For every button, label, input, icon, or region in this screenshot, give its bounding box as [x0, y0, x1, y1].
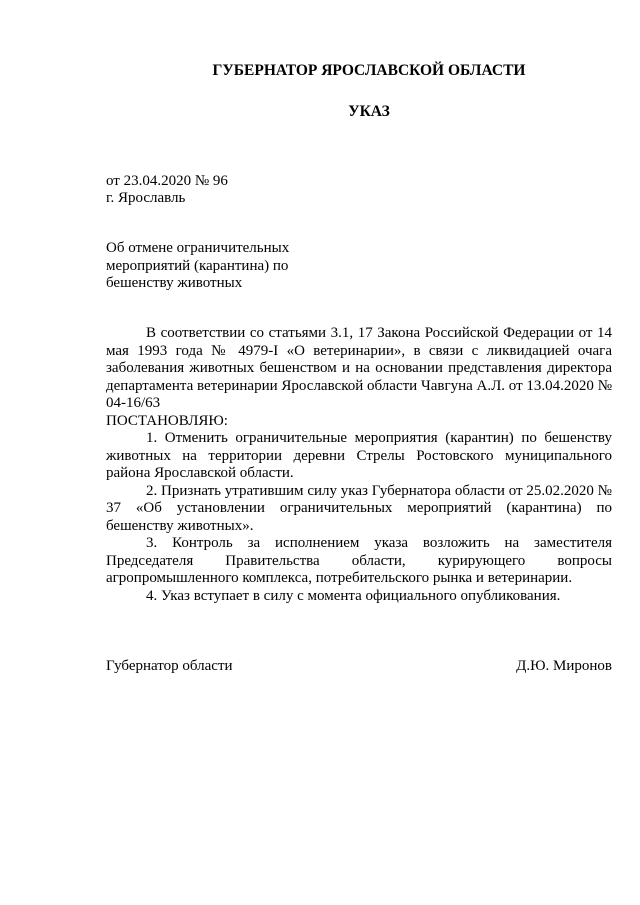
document-title-line: Об отмене ограничительных	[106, 240, 290, 256]
authority-heading: ГУБЕРНАТОР ЯРОСЛАВСКОЙ ОБЛАСТИ	[212, 62, 526, 79]
document-title-line: бешенству животных	[106, 275, 243, 291]
city: г. Ярославль	[106, 190, 186, 206]
document-type-heading: УКАЗ	[348, 103, 390, 120]
preamble-paragraph: В соответствии со статьями 3.1, 17 Закона Российской Федерации от 14 мая 1993 года № 4979-I «О ветеринарии», в связи с ликвидацией очага заболевания животных бешенством и на основании представления директора департамента ветеринарии Ярославской области Чавгуна А.Л. от 13.04.2020 № 04-16/63	[106, 325, 612, 411]
document-body	[106, 325, 612, 605]
document-title	[106, 240, 326, 293]
resolution-item: 4. Указ вступает в силу с момента официального опубликования.	[146, 587, 561, 604]
signature-block	[106, 658, 612, 676]
date-number: от 23.04.2020 № 96	[106, 173, 228, 189]
resolve-word: ПОСТАНОВЛЯЮ:	[106, 412, 228, 429]
document-title-line: мероприятий (карантина) по	[106, 257, 289, 274]
resolution-item: 1. Отменить ограничительные мероприятия (карантин) по бешенству животных на территории деревни Стрелы Ростовского муниципального района Ярославской области.	[106, 430, 612, 481]
resolution-item: 2. Признать утратившим силу указ Губернатора области от 25.02.2020 № 37 «Об установлении ограничительных мероприятий (карантина) по бешенству животных».	[106, 482, 612, 534]
signer-position: Губернатор области	[106, 658, 233, 674]
signer-name: Д.Ю. Миронов	[516, 658, 612, 674]
resolution-item: 3. Контроль за исполнением указа возложить на заместителя Председателя Правительства области, курирующего вопросы агропромышленного комплекса, потребительского рынка и ветеринарии.	[106, 535, 612, 586]
